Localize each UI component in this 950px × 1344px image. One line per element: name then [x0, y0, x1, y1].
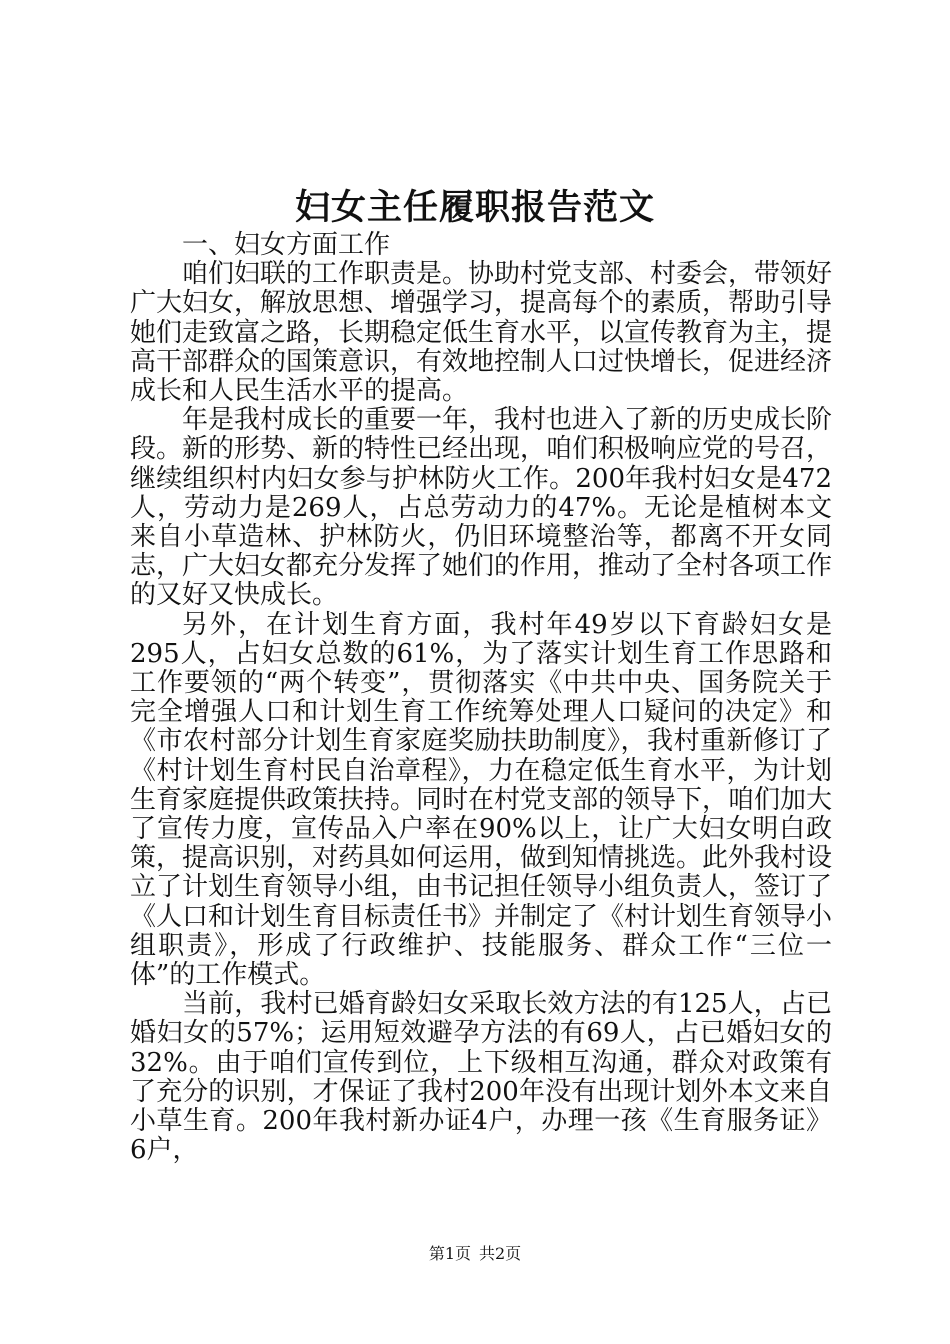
document-body	[130, 231, 832, 1166]
paragraph: 当前，我村已婚育龄妇女采取长效方法的有125人，占已婚妇女的57%；运用短效避孕方法的有69人，占已婚妇女的32%。由于咱们宣传到位，上下级相互沟通，群众对政策有了充分的识别，才保证了我村200年没有出现计划外本文来自小草生育。200年我村新办证4户，办理一孩《生育服务证》6户，	[130, 989, 832, 1166]
page-total: 共2页	[479, 1244, 522, 1263]
document-title: 妇女主任履职报告范文	[294, 187, 655, 228]
page-footer	[0, 1243, 950, 1265]
paragraph: 另外，在计划生育方面，我村年49岁以下育龄妇女是295人，占妇女总数的61%，为了落实计划生育工作思路和工作要领的“两个转变”，贯彻落实《中共中央、国务院关于完全增强人口和计划生育工作统筹处理人口疑问的决定》和《市农村部分计划生育家庭奖励扶助制度》，我村重新修订了《村计划生育村民自治章程》，力在稳定低生育水平，为计划生育家庭提供政策扶持。同时在村党支部的领导下，咱们加大了宣传力度，宣传品入户率在90%以上，让广大妇女明白政策，提高识别，对药具如何运用，做到知情挑选。此外我村设立了计划生育领导小组，由书记担任领导小组负责人，签订了《人口和计划生育目标责任书》并制定了《村计划生育领导小组职责》，形成了行政维护、技能服务、群众工作“三位一体”的工作模式。	[130, 609, 833, 991]
section-heading: 一、妇女方面工作	[182, 230, 391, 260]
page-number: 第1页	[428, 1244, 471, 1263]
paragraph: 咱们妇联的工作职责是。协助村党支部、村委会，带领好广大妇女，解放思想、增强学习，提高每个的素质，帮助引导她们走致富之路，长期稳定低生育水平，以宣传教育为主，提高干部群众的国策意识，有效地控制人口过快增长，促进经济成长和人民生活水平的提高。	[130, 259, 833, 407]
paragraph: 年是我村成长的重要一年，我村也进入了新的历史成长阶段。新的形势、新的特性已经出现，咱们积极响应党的号召，继续组织村内妇女参与护林防火工作。200年我村妇女是472人，劳动力是269人，占总劳动力的47%。无论是植树本文来自小草造林、护林防火，仍旧环境整治等，都离不开女同志，广大妇女都充分发挥了她们的作用，推动了全村各项工作的又好又快成长。	[130, 405, 833, 611]
